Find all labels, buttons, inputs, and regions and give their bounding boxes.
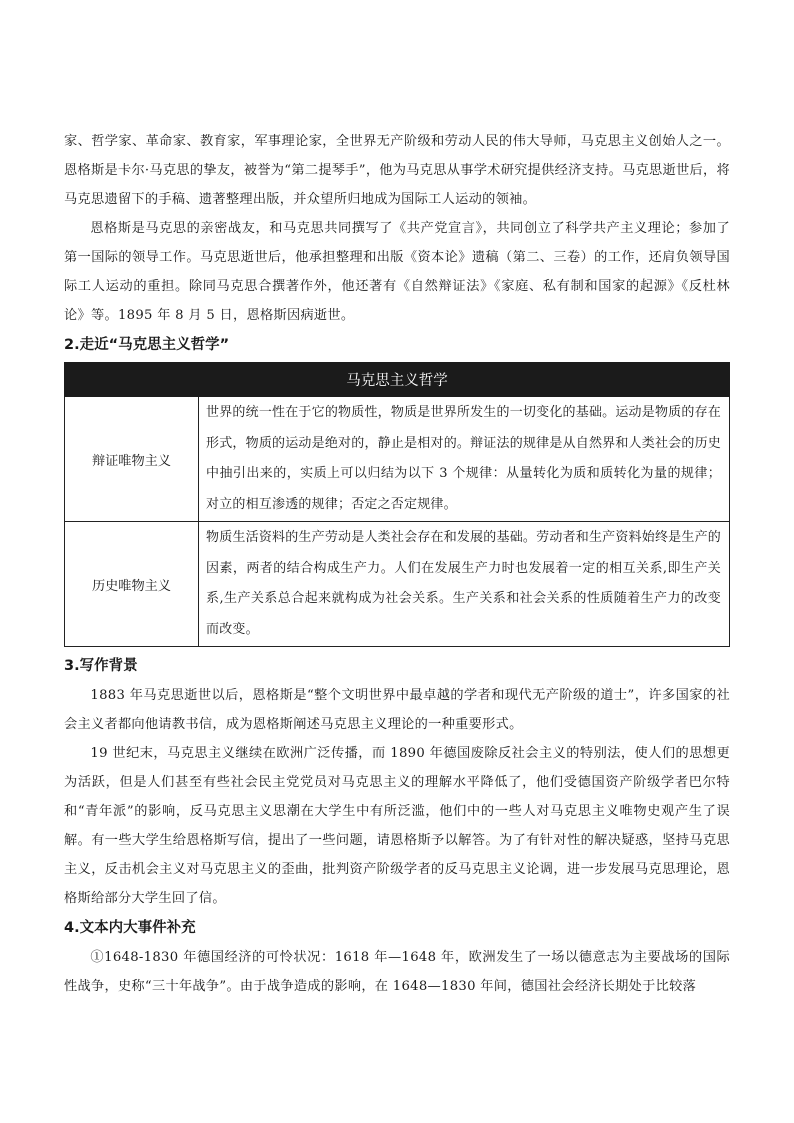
background-paragraph-1: 1883 年马克思逝世以后，恩格斯是“整个文明世界中最卓越的学者和现代无产阶级的道士”，许多国家的社会主义者都向他请教书信，成为恩格斯阐述马克思主义理论的一种重要形式。 [64, 688, 730, 732]
table-header: 马克思主义哲学 [65, 363, 730, 397]
events-paragraph-1: ①1648-1830 年德国经济的可怜状况：1618 年—1648 年，欧洲发生了一场以德意志为主要战场的国际性战争，史称“三十年战争”。由于战争造成的影响，在 1648—1830 年间，德国社会经济长期处于比较落 [64, 950, 730, 994]
document-page [64, 127, 730, 1001]
section-4-heading: 4.文本内大事件补充 [64, 920, 196, 936]
intro-paragraph-1: 家、哲学家、革命家、教育家，军事理论家，全世界无产阶级和劳动人民的伟大导师，马克思主义创始人之一。恩格斯是卡尔·马克思的挚友，被誉为“第二提琴手”，他为马克思从事学术研究提供经济支持。马克思逝世后，将马克思遗留下的手稿、遗著整理出版，并众望所归地成为国际工人运动的领袖。 [64, 134, 730, 207]
philosophy-table [64, 362, 730, 647]
description-cell: 物质生活资料的生产劳动是人类社会存在和发展的基础。劳动者和生产资料始终是生产的因素，两者的结合构成生产力。人们在发展生产力时也发展着一定的相互关系,即生产关系,生产关系总合起来就构成为社会关系。生产关系和社会关系的性质随着生产力的改变而改变。 [199, 522, 730, 647]
term-cell: 历史唯物主义 [65, 522, 199, 647]
table-row [65, 522, 730, 647]
table-row [65, 397, 730, 522]
table-header-row [65, 363, 730, 397]
section-3-heading: 3.写作背景 [64, 658, 138, 674]
background-paragraph-2: 19 世纪末，马克思主义继续在欧洲广泛传播，而 1890 年德国废除反社会主义的特别法，使人们的思想更为活跃，但是人们甚至有些社会民主党党员对马克思主义的理解水平降低了，他们受德国资产阶级学者巴尔特和“青年派”的影响，反马克思主义思潮在大学生中有所泛滥，他们中的一些人对马克思主义唯物史观产生了误解。有一些大学生给恩格斯写信，提出了一些问题，请恩格斯予以解答。为了有针对性的解决疑惑，坚持马克思主义，反击机会主义对马克思主义的歪曲，批判资产阶级学者的反马克思主义论调，进一步发展马克思理论，恩格斯给部分大学生回了信。 [64, 746, 730, 906]
section-2-heading: 2.走近“马克思主义哲学” [64, 337, 230, 353]
term-cell: 辩证唯物主义 [65, 397, 199, 522]
intro-paragraph-2: 恩格斯是马克思的亲密战友，和马克思共同撰写了《共产党宣言》，共同创立了科学共产主义理论；参加了第一国际的领导工作。马克思逝世后，他承担整理和出版《资本论》遗稿（第二、三卷）的工作，还肩负领导国际工人运动的重担。除同马克思合撰著作外，他还著有《自然辩证法》《家庭、私有制和国家的起源》《反杜林论》等。1895 年 8 月 5 日，恩格斯因病逝世。 [64, 221, 730, 323]
description-cell: 世界的统一性在于它的物质性，物质是世界所发生的一切变化的基础。运动是物质的存在形式，物质的运动是绝对的，静止是相对的。辩证法的规律是从自然界和人类社会的历史中抽引出来的，实质上可以归结为以下 3 个规律：从量转化为质和质转化为量的规律；对立的相互渗透的规律；否定之否定规律。 [199, 397, 730, 522]
